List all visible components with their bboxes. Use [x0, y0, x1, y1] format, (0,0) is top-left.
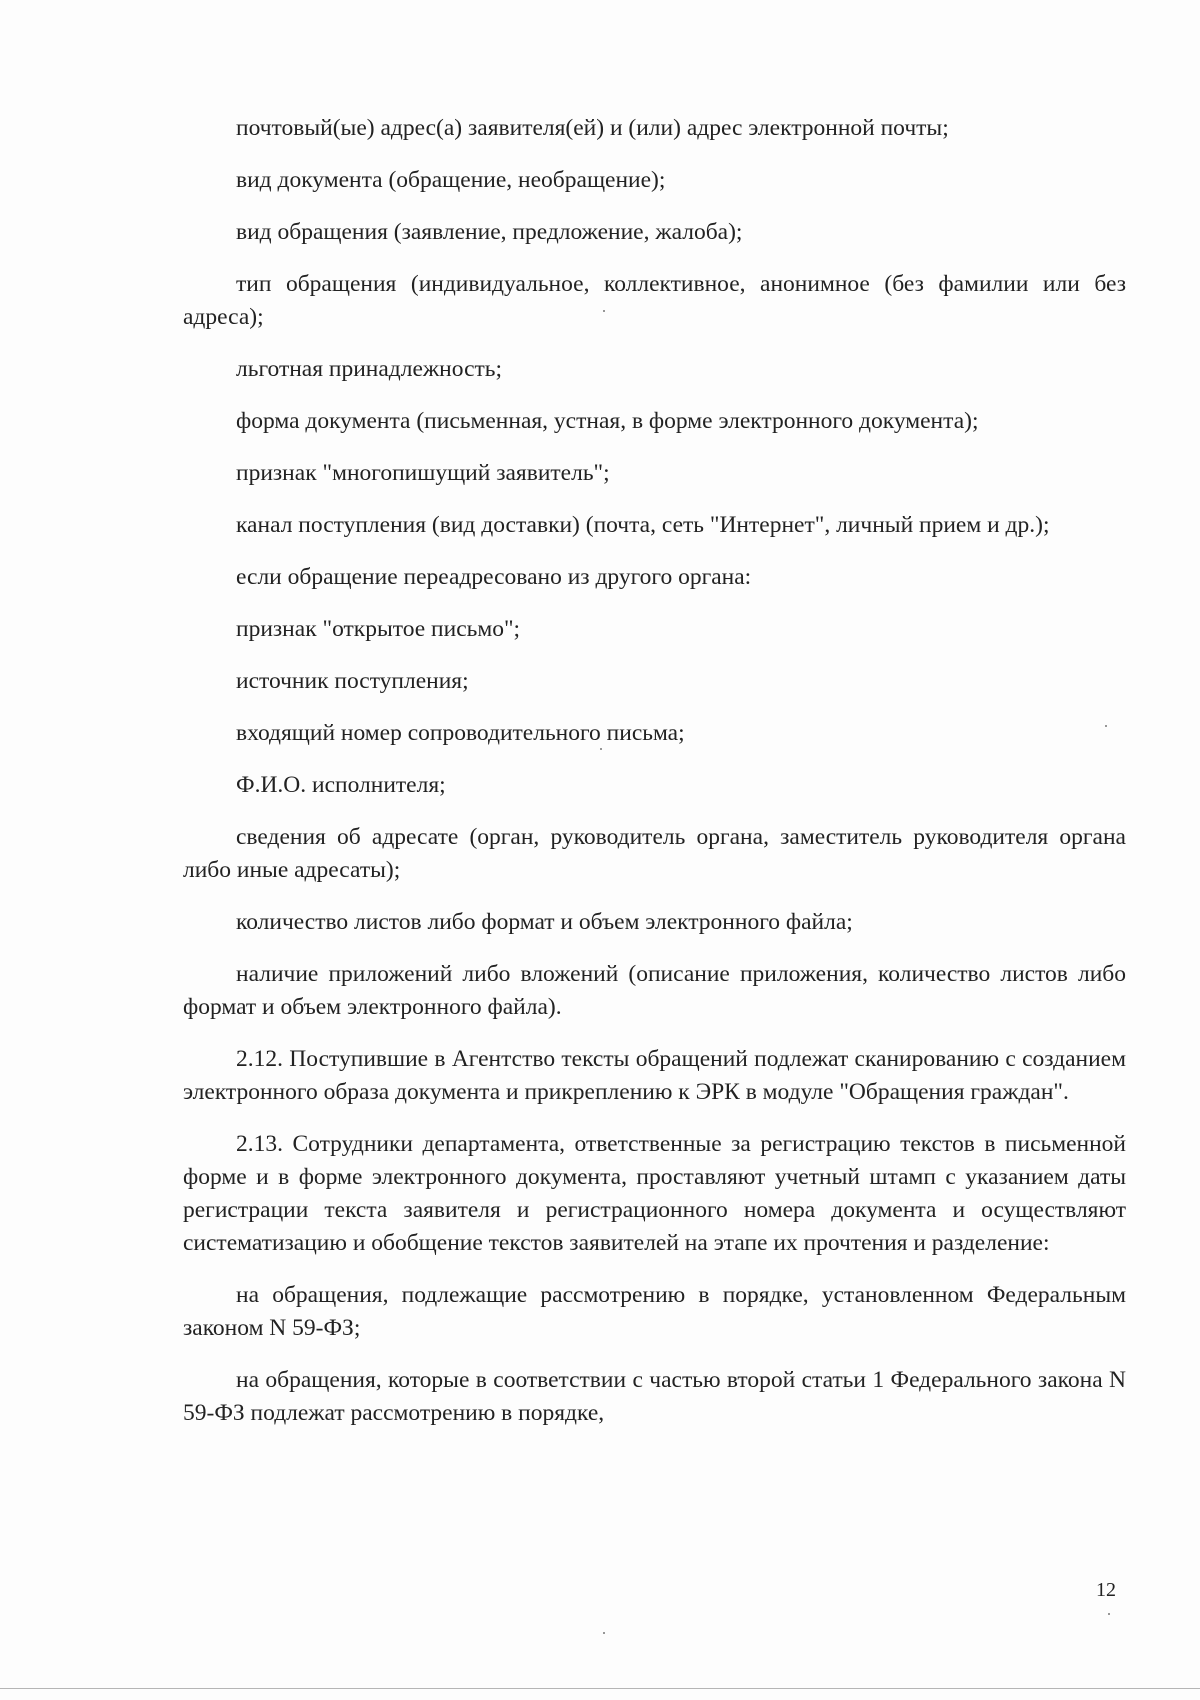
paragraph: признак "открытое письмо"; — [236, 616, 521, 642]
section-2-12-paragraph: 2.12. Поступившие в Агентство тексты обращений подлежат сканированию с созданием электронного образа документа и прикреплению к ЭРК в модуле "Обращения граждан". — [183, 1046, 1126, 1105]
paragraph: Ф.И.О. исполнителя; — [236, 772, 446, 798]
paragraph: канал поступления (вид доставки) (почта, сеть "Интернет", личный прием и др.); — [236, 512, 1050, 538]
scan-speck — [1108, 1613, 1110, 1615]
paragraph: тип обращения (индивидуальное, коллективное, анонимное (без фамилии или без адреса); — [183, 271, 1126, 330]
paragraph: источник поступления; — [236, 668, 469, 694]
paragraph: вид документа (обращение, необращение); — [236, 167, 666, 193]
scan-speck — [600, 748, 602, 750]
scan-speck — [603, 310, 605, 312]
paragraph: признак "многопишущий заявитель"; — [236, 460, 610, 486]
paragraph: на обращения, подлежащие рассмотрению в порядке, установленном Федеральным законом N 59-ФЗ; — [183, 1282, 1126, 1341]
section-2-13-paragraph: 2.13. Сотрудники департамента, ответственные за регистрацию текстов в письменной форме и в форме электронного документа, проставляют учетный штамп с указанием даты регистрации текста заявителя и регистрационного номера документа и осуществляют систематизацию и обобщение текстов заявителей на этапе их прочтения и разделение: — [183, 1131, 1126, 1256]
paragraph: входящий номер сопроводительного письма; — [236, 720, 685, 746]
scan-edge-line — [0, 1688, 1200, 1689]
paragraph: на обращения, которые в соответствии с частью второй статьи 1 Федерального закона N 59-ФЗ подлежат рассмотрению в порядке, — [183, 1367, 1126, 1426]
paragraph: если обращение переадресовано из другого органа: — [236, 564, 752, 590]
paragraph: вид обращения (заявление, предложение, жалоба); — [236, 219, 743, 245]
paragraph: форма документа (письменная, устная, в форме электронного документа); — [236, 408, 979, 434]
document-body — [183, 112, 1126, 1449]
scan-speck — [603, 1632, 605, 1634]
scan-speck — [1105, 725, 1107, 727]
paragraph: наличие приложений либо вложений (описание приложения, количество листов либо формат и объем электронного файла). — [183, 961, 1126, 1020]
paragraph: сведения об адресате (орган, руководитель органа, заместитель руководителя органа либо иные адресаты); — [183, 824, 1126, 883]
paragraph: количество листов либо формат и объем электронного файла; — [236, 909, 853, 935]
page-number: 12 — [1096, 1579, 1116, 1601]
paragraph: льготная принадлежность; — [236, 356, 503, 382]
paragraph: почтовый(ые) адрес(а) заявителя(ей) и (или) адрес электронной почты; — [236, 115, 949, 141]
